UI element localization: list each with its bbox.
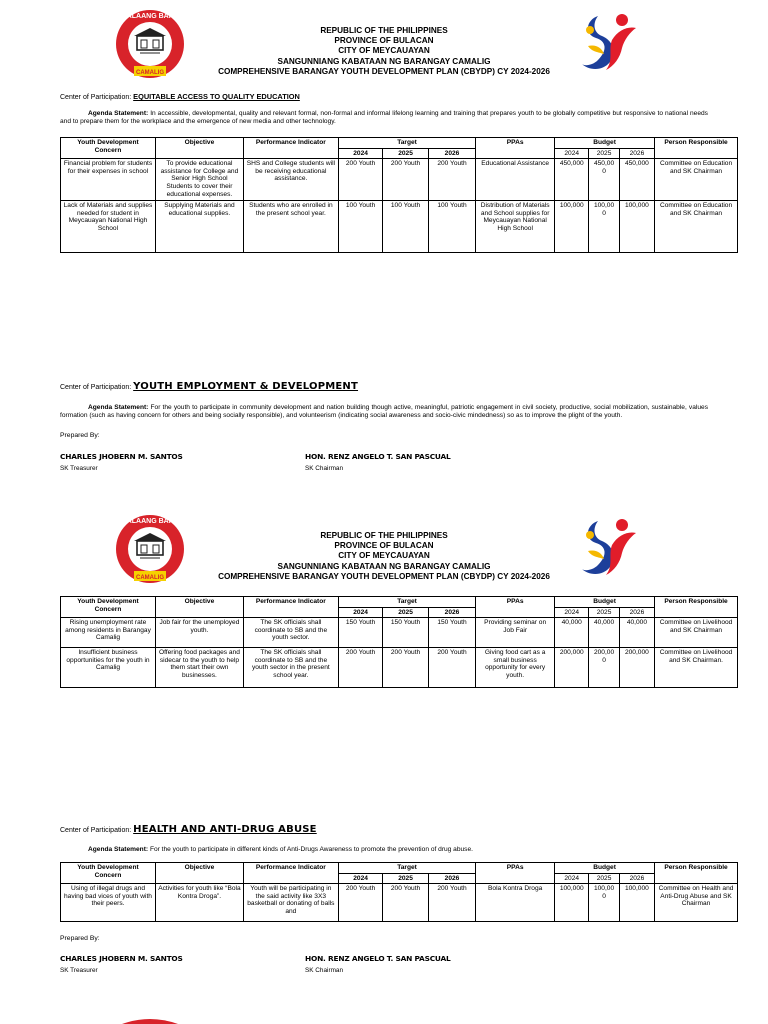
- svg-text:PAMAHALAANG BARANGAY: PAMAHALAANG BARANGAY: [101, 518, 199, 525]
- signatory-role: SK Chairman: [305, 465, 344, 472]
- col-budget: Budget: [555, 138, 655, 149]
- center-value: YOUTH EMPLOYMENT & DEVELOPMENT: [133, 381, 359, 392]
- col-ppas: PPAs: [476, 597, 555, 618]
- col-ppas: PPAs: [476, 138, 555, 159]
- table-row: Rising unemployment rate among residents in Barangay Camalig Job fair for the unemployed youth. The SK officials shall coordinate to SB and the youth sector. 150 Youth 150 Youth 150 Youth Providing seminar on Job Fair 40,000 40,000 40,000 Committee on Livelihood and SK Chairman: [61, 618, 738, 648]
- document-header: [0, 0, 768, 82]
- svg-text:CAMALIG: CAMALIG: [136, 575, 164, 581]
- col-budget: Budget: [555, 597, 655, 608]
- sk-logo-icon: [578, 10, 640, 76]
- table-row: Using of illegal drugs and having bad vices of youth with their peers. Activities for youth like “Bola Kontra Droga”. Youth will be participating in the said activity like 3X3 basketball or donating of balls and 200 Youth 200 Youth 200 Youth Bola Kontra Droga 100,000 100,00 0 100,000 Committee on Health and Anti-Drug Abuse and SK Chairman: [61, 884, 738, 922]
- header-line: CITY OF MEYCAUAYAN: [338, 46, 430, 56]
- barangay-seal-icon: [118, 1018, 182, 1024]
- col-objective: Objective: [155, 138, 243, 159]
- agenda-statement: Agenda Statement: For the youth to participate in community development and nation building though active, meaningful, patriotic engagement in civil society, productive, social mobilization, sustainable, values formation (such as having concern for others and being socially responsible), and volunteerism (indicating social awareness and socio-civic mindedness) so as to improve the plight of the youth.: [60, 404, 708, 419]
- col-concern: Youth Development Concern: [61, 138, 156, 159]
- header-line: COMPREHENSIVE BARANGAY YOUTH DEVELOPMENT PLAN (CBYDP) CY 2024-2026: [218, 66, 550, 76]
- table-row: Lack of Materials and supplies needed for student in Meycauayan National High School Supplying Materials and educational supplies. Students who are enrolled in the present school year. 100 Youth 100 Youth 100 Youth Distribution of Materials and School supplies for Meycauayan National High School 100,000 100,00 0 100,000 Committee on Education and SK Chairman: [61, 201, 738, 253]
- plan-table: Youth Development Concern Objective Performance Indicator Target PPAs Budget Person Responsible 2024 2025 2026 2024 2025 2026 Using of illegal drugs and having bad vices of youth with their peers. Activities for youth like “Bola Kontra Droga”. Youth will be participating in the said activity like 3X3 basketball or donating of balls and 200 Youth 200 Youth 200 Youth Bola Kontra Droga 100,000 100,00 0 100,000 Committee on Health and Anti-Drug Abuse and SK Chairman: [60, 862, 738, 922]
- signatory-role: SK Chairman: [305, 967, 344, 974]
- col-ppas: PPAs: [476, 863, 555, 884]
- header-line: REPUBLIC OF THE PHILIPPINES: [320, 26, 448, 35]
- signatory-name: HON. RENZ ANGELO T. SAN PASCUAL: [305, 954, 451, 963]
- signatory-role: SK Treasurer: [60, 967, 98, 974]
- header-lines: [0, 531, 768, 582]
- col-target: Target: [338, 138, 475, 149]
- col-concern: Youth Development Concern: [61, 597, 156, 618]
- center-of-participation: Center of Participation: HEALTH AND ANTI-DRUG ABUSE: [60, 824, 317, 835]
- agenda-statement: Agenda Statement: In accessible, developmental, quality and relevant formal, non-formal and informal lifelong learning and training that prepares youth to be globally competitive but responsive to national needs and to prepare them for the workplace and the emergence of new media and other technology.: [60, 110, 708, 125]
- col-indicator: Performance Indicator: [243, 863, 338, 884]
- header-line: SANGUNNIANG KABATAAN NG BARANGAY CAMALIG: [277, 56, 491, 66]
- plan-table: Youth Development Concern Objective Performance Indicator Target PPAs Budget Person Responsible 2024 2025 2026 2024 2025 2026 Rising unemployment rate among residents in Barangay Camalig Job fair for the unemployed youth. The SK officials shall coordinate to SB and the youth sector. 150 Youth 150 Youth 150 Youth Providing seminar on Job Fair 40,000 40,000 40,000 Committee on Livelihood and SK Chairman Insufficient business opportunities for the youth in Camalig Offering food packages and sidecar to the youth to help them start their own businesses. The SK officials shall coordinate to SB and the youth sector in the present school year. 200 Youth 200 Youth 200 Youth Giving food cart as a small business opportunity for every youth. 200,000 200,00 0 200,000 Committee on Livelihood and SK Chairman.: [60, 596, 738, 688]
- col-indicator: Performance Indicator: [243, 597, 338, 618]
- header-line: PROVINCE OF BULACAN: [334, 541, 434, 551]
- header-lines: [0, 26, 768, 77]
- plan-table: Youth Development Concern Objective Performance Indicator Target PPAs Budget Person Responsible 2024 2025 2026 2024 2025 2026 Financial problem for students for their expenses in school To provide educational assistance for College and Senior High School Students to cover their educational expenses. SHS and College students will be receiving educational assistance. 200 Youth 200 Youth 200 Youth Educational Assistance 450,000 450,00 0 450,000 Committee on Education and SK Chairman Lack of Materials and supplies needed for student in Meycauayan National High School Supplying Materials and educational supplies. Students who are enrolled in the present school year. 100 Youth 100 Youth 100 Youth Distribution of Materials and School supplies for Meycauayan National High School 100,000 100,00 0 100,000 Committee on Education and SK Chairman: [60, 137, 738, 253]
- agenda-statement: Agenda Statement: For the youth to participate in different kinds of Anti-Drugs Awareness to promote the prevention of drug abuse.: [88, 846, 473, 853]
- prepared-by-label: Prepared By:: [60, 432, 100, 439]
- center-of-participation: Center of Participation: EQUITABLE ACCESS TO QUALITY EDUCATION: [60, 92, 300, 101]
- document-header: [0, 505, 768, 587]
- prepared-by-label: Prepared By:: [60, 935, 100, 942]
- col-person: Person Responsible: [655, 138, 738, 159]
- signatory-name: CHARLES JHOBERN M. SANTOS: [60, 452, 183, 461]
- col-indicator: Performance Indicator: [243, 138, 338, 159]
- header-line: CITY OF MEYCAUAYAN: [338, 551, 430, 561]
- col-person: Person Responsible: [655, 863, 738, 884]
- center-value: EQUITABLE ACCESS TO QUALITY EDUCATION: [133, 92, 300, 101]
- center-value: HEALTH AND ANTI-DRUG ABUSE: [133, 824, 317, 835]
- header-line: REPUBLIC OF THE PHILIPPINES: [320, 531, 448, 540]
- signatory-name: CHARLES JHOBERN M. SANTOS: [60, 954, 183, 963]
- col-budget: Budget: [555, 863, 655, 874]
- signatory-name: HON. RENZ ANGELO T. SAN PASCUAL: [305, 452, 451, 461]
- header-line: SANGUNNIANG KABATAAN NG BARANGAY CAMALIG: [277, 561, 491, 571]
- svg-text:PAMAHALAANG BARANGAY: PAMAHALAANG BARANGAY: [101, 13, 199, 20]
- sk-logo-icon: [578, 515, 640, 581]
- page-2: [0, 505, 768, 974]
- table-row: Financial problem for students for their expenses in school To provide educational assistance for College and Senior High School Students to cover their educational expenses. SHS and College students will be receiving educational assistance. 200 Youth 200 Youth 200 Youth Educational Assistance 450,000 450,00 0 450,000 Committee on Education and SK Chairman: [61, 159, 738, 201]
- svg-text:CAMALIG: CAMALIG: [136, 70, 164, 76]
- page-1: [0, 0, 768, 472]
- signatory-role: SK Treasurer: [60, 465, 98, 472]
- col-target: Target: [338, 863, 475, 874]
- col-objective: Objective: [155, 863, 243, 884]
- table-row: Insufficient business opportunities for the youth in Camalig Offering food packages and sidecar to the youth to help them start their own businesses. The SK officials shall coordinate to SB and the youth sector in the present school year. 200 Youth 200 Youth 200 Youth Giving food cart as a small business opportunity for every youth. 200,000 200,00 0 200,000 Committee on Livelihood and SK Chairman.: [61, 648, 738, 688]
- center-of-participation: Center of Participation: YOUTH EMPLOYMENT & DEVELOPMENT: [60, 381, 359, 392]
- col-target: Target: [338, 597, 475, 608]
- col-concern: Youth Development Concern: [61, 863, 156, 884]
- header-line: PROVINCE OF BULACAN: [334, 36, 434, 46]
- header-line: COMPREHENSIVE BARANGAY YOUTH DEVELOPMENT PLAN (CBYDP) CY 2024-2026: [218, 571, 550, 581]
- col-person: Person Responsible: [655, 597, 738, 618]
- col-objective: Objective: [155, 597, 243, 618]
